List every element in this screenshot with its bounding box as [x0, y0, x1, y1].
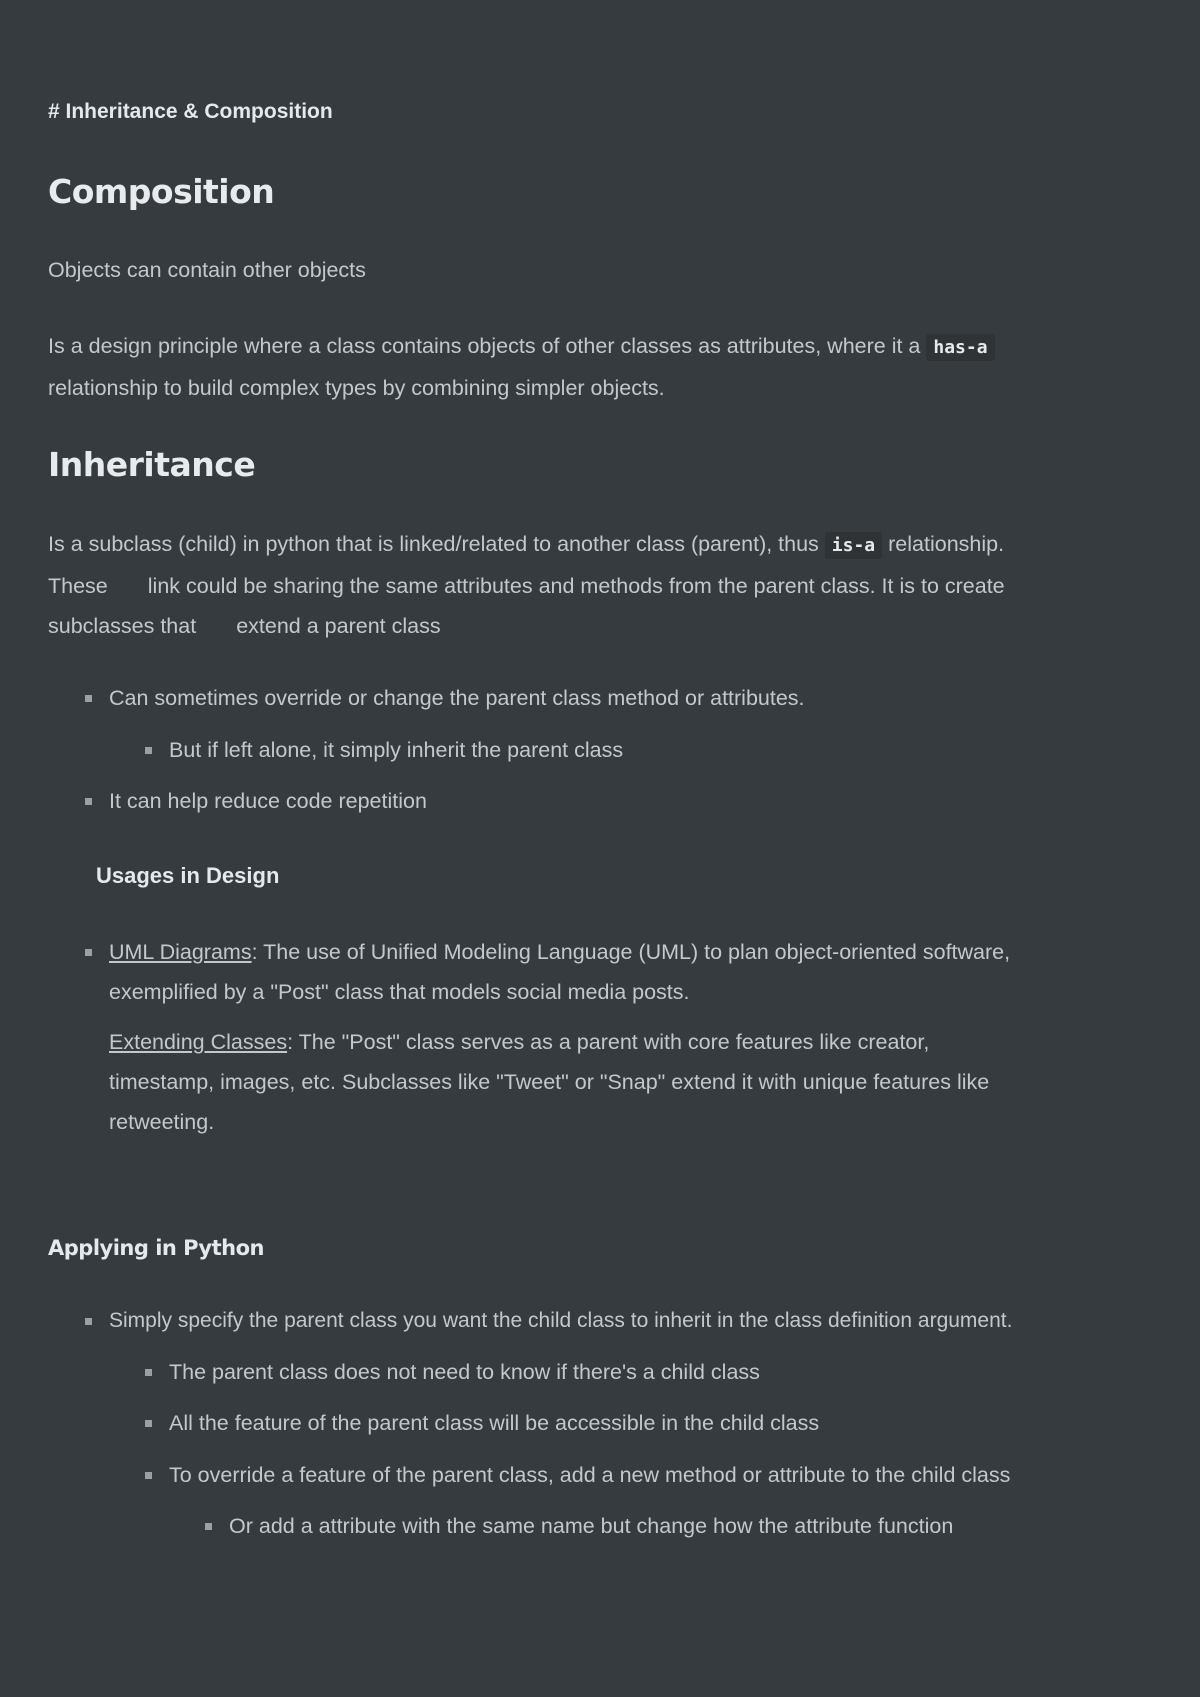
inheritance-desc-line3b: extend a parent class	[236, 614, 441, 638]
composition-desc-part1: Is a design principle where a class contains objects of other classes as attributes, where it a	[48, 334, 921, 358]
extending-classes-link[interactable]: Extending Classes	[109, 1030, 288, 1054]
applying-heading: Applying in Python	[48, 1236, 264, 1260]
list-item	[109, 932, 1169, 1012]
composition-desc-part2: relationship to build complex types by combining simpler objects.	[48, 376, 665, 400]
document-title: # Inheritance & Composition	[48, 100, 333, 123]
ext-text: : The "Post" class serves as a parent with core features like creator,	[287, 1030, 930, 1054]
list-item: To override a feature of the parent class, add a new method or attribute to the child class	[169, 1455, 1010, 1495]
inheritance-desc-part1: Is a subclass (child) in python that is linked/related to another class (parent), thus	[48, 532, 819, 556]
inheritance-desc-line3a: subclasses that	[48, 614, 197, 638]
list-item: The parent class does not need to know if there's a child class	[169, 1352, 760, 1392]
uml-text-line2: exemplified by a "Post" class that models social media posts.	[109, 980, 690, 1004]
list-item: Or add a attribute with the same name but change how the attribute function	[229, 1506, 953, 1546]
is-a-code: is-a	[825, 532, 882, 559]
list-item: Simply specify the parent class you want the child class to inherit in the class definition argument.	[109, 1301, 1012, 1341]
inheritance-description	[48, 524, 1168, 646]
inheritance-desc-part2: relationship.	[888, 532, 1005, 556]
usages-heading: Usages in Design	[96, 863, 280, 888]
extending-classes-paragraph	[109, 1022, 1169, 1142]
list-item: Can sometimes override or change the parent class method or attributes.	[109, 678, 805, 718]
composition-heading: Composition	[48, 172, 275, 211]
inheritance-heading: Inheritance	[48, 445, 256, 484]
ext-text-line3: retweeting.	[109, 1110, 215, 1134]
composition-description	[48, 326, 1158, 408]
has-a-code: has-a	[926, 334, 994, 361]
list-item: All the feature of the parent class will be accessible in the child class	[169, 1403, 819, 1443]
ext-text-line2: timestamp, images, etc. Subclasses like "Tweet" or "Snap" extend it with unique features like	[109, 1070, 990, 1094]
list-item: But if left alone, it simply inherit the parent class	[169, 730, 623, 770]
uml-text: : The use of Unified Modeling Language (UML) to plan object-oriented software,	[251, 940, 1011, 964]
uml-diagrams-link[interactable]: UML Diagrams	[109, 940, 252, 964]
inheritance-desc-line2a: These	[48, 574, 108, 598]
list-item: It can help reduce code repetition	[109, 781, 427, 821]
inheritance-desc-line2b: link could be sharing the same attributes and methods from the parent class. It is to create	[147, 574, 1005, 598]
composition-intro: Objects can contain other objects	[48, 258, 366, 282]
